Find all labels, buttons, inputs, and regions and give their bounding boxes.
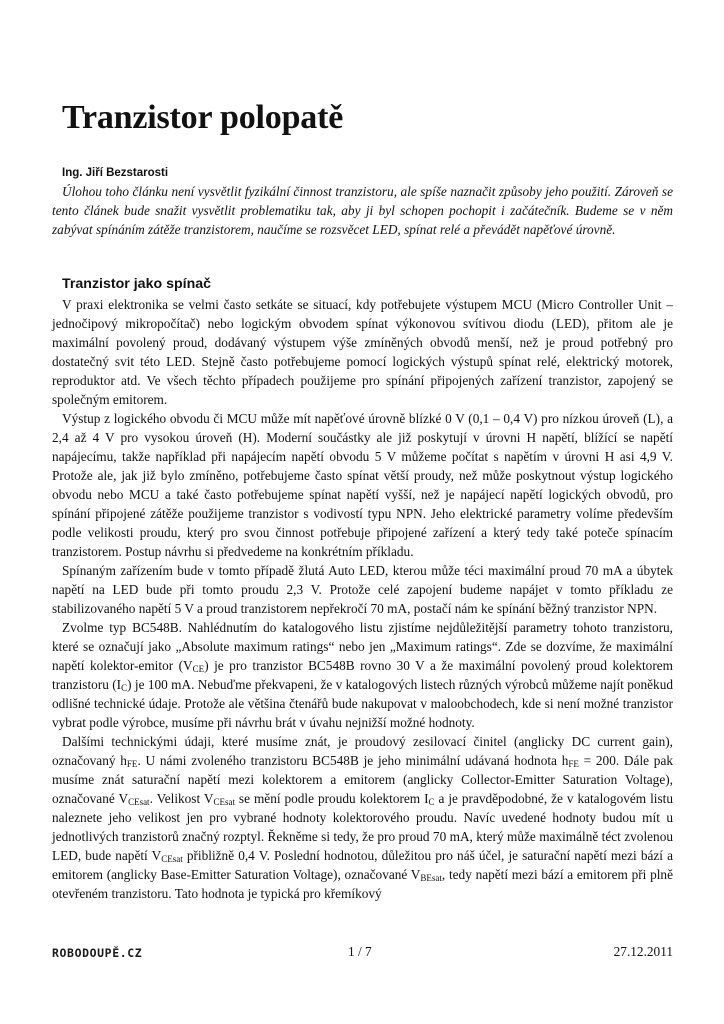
subscript: C [121,683,128,693]
subscript: CEsat [161,854,183,864]
abstract-paragraph: Úlohou toho článku není vysvětlit fyzikální činnost tranzistoru, ale spíše naznačit způsoby jeho použití. Zároveň se tento článek bude snažit vysvětlit problematiku tak, aby ji byl schopen pochopit i začátečník. Budeme se v něm zabývat spínáním zátěže tranzistorem, naučíme se rozsvěcet LED, spínat relé a převádět napěťové úrovně. [52,184,673,237]
text-run: . U námi zvoleného tranzistoru BC548B je jeho minimální udávaná hodnota h [137,753,569,768]
subscript: FE [568,759,579,769]
text-run: se mění podle proudu kolektorem I [234,791,429,806]
author-name: Ing. Jiří Bezstarosti [62,167,169,179]
subscript: FE [126,759,138,769]
document-title: Tranzistor polopatě [62,99,344,136]
subscript: CEsat [128,797,150,807]
text-run: . Velikost V [149,791,214,806]
subscript: BEsat [420,873,442,883]
paragraph-1: V praxi elektronika se velmi často setkáte se situací, kdy potřebujete výstupem MCU (Micro Controller Unit – jednočipový mikropočítač) nebo logickým obvodem spínat výkonovou svítivou diodu (LED), přitom ale je maximální povolený proud, dodávaný výstupem výše zmíněných obvodů menší, než je proud potřebný pro dostatečný svit této LED. Stejně často potřebujeme pomocí logických výstupů spínat relé, elektrický motorek, reproduktor atd. Ve všech těchto případech použijeme pro spínání připojených zařízení tranzistor, zapojený se společným emitorem. [52,297,673,407]
text-run: Dalšími technickými údaji, které musíme znát, je proudový zesilovací činitel (anglicky DC current gain), označovaný h [52,734,673,768]
paragraph-3: Spínaným zařízením bude v tomto případě žlutá Auto LED, kterou může téci maximální proud 70 mA a úbytek napětí na LED bude při tomto proudu 2,3 V. Protože celé zapojení budeme napájet v tomto příkladu ze stabilizovaného napětí 5 V a proud tranzistorem nepřekročí 70 mA, postačí nám ke spínání běžný tranzistor NPN. [52,563,673,616]
text-run: a je pravděpodobné, že v katalogovém listu naleznete jeho velikost jen pro vybrané hodnoty kolektorového proudu. Navíc uvedené hodnoty budou mít u jednotlivých tranzistorů značný rozptyl. Řekněme si tedy, že pro proud 70 mA, který může maximálně téct zvolenou LED, bude napětí V [52,791,673,863]
body-text [52,295,673,903]
site-logo: ROBODOUPĚ.CZ [52,946,143,960]
subscript: C [428,797,435,807]
subscript: CE [192,664,205,674]
paragraph-5 [52,732,673,903]
paragraph-4 [52,618,673,732]
page-number: 1 / 7 [348,944,372,959]
paragraph-2: Výstup z logického obvodu či MCU může mít napěťové úrovně blízké 0 V (0,1 – 0,4 V) pro nízkou úroveň (L), a 2,4 až 4 V pro vysokou úroveň (H). Moderní součástky ale již poskytují v úrovni H napětí, blížící se napětí napájecímu, takže například při napájecím napětí obvodu 5 V můžeme počítat s napětím v úrovni H asi 4,9 V. Protože ale, jak již bylo zmíněno, potřebujeme často spínat větší proudy, než může poskytnout výstup logického obvodu nebo MCU a také často potřebujeme spínat napětí vyšší, než je napájecí napětí logických obvodů, pro spínání připojené zátěže použijeme tranzistor s vodivostí typu NPN. Jeho elektrické parametry volíme především podle velikosti proudu, který pro svou činnost potřebuje připojené zařízení a který tedy také poteče spínacím tranzistorem. Postup návrhu si předvedeme na konkrétním příkladu. [52,411,673,559]
text-run: ) je pro tranzistor BC548B rovno 30 V a že maximální povolený proud kolektorem tranzistoru (I [52,658,674,692]
document-date: 27.12.2011 [613,944,673,959]
page-footer [52,942,673,962]
text-run: Zvolme typ BC548B. Nahlédnutím do katalogového listu zjistíme nejdůležitější parametry tohoto tranzistoru, které se označují jako „Absolute maximum ratings“ nebo jen „Maximum ratings“. Zde se dozvíme, že maximální napětí kolektor-emitor (V [52,620,673,673]
subscript: CEsat [213,797,235,807]
text-run: ) je 100 mA. Nebuďme překvapeni, že v katalogových listech různých výrobců můžeme najít poněkud odlišné technické údaje. Protože ale většina čtenářů bude nakupovat v maloobchodech, kde si není možné tranzistor vybrat podle výrobce, musíme při návrhu brát v úvahu nejnižší možné hodnoty. [52,677,673,730]
section-heading: Tranzistor jako spínač [62,276,212,292]
text-run: , tedy napětí mezi bází a emitorem při plně otevřeném tranzistoru. Tato hodnota je typická pro křemíkový [52,867,673,901]
text-run: = 200. Dále pak musíme znát saturační napětí mezi kolektorem a emitorem (anglicky Collector-Emitter Saturation Voltage), označované V [52,753,673,806]
text-run: přibližně 0,4 V. Poslední hodnotou, důležitou pro náš účel, je saturační napětí mezi bází a emitorem (anglicky Base-Emitter Saturation Voltage), označované V [52,848,674,882]
